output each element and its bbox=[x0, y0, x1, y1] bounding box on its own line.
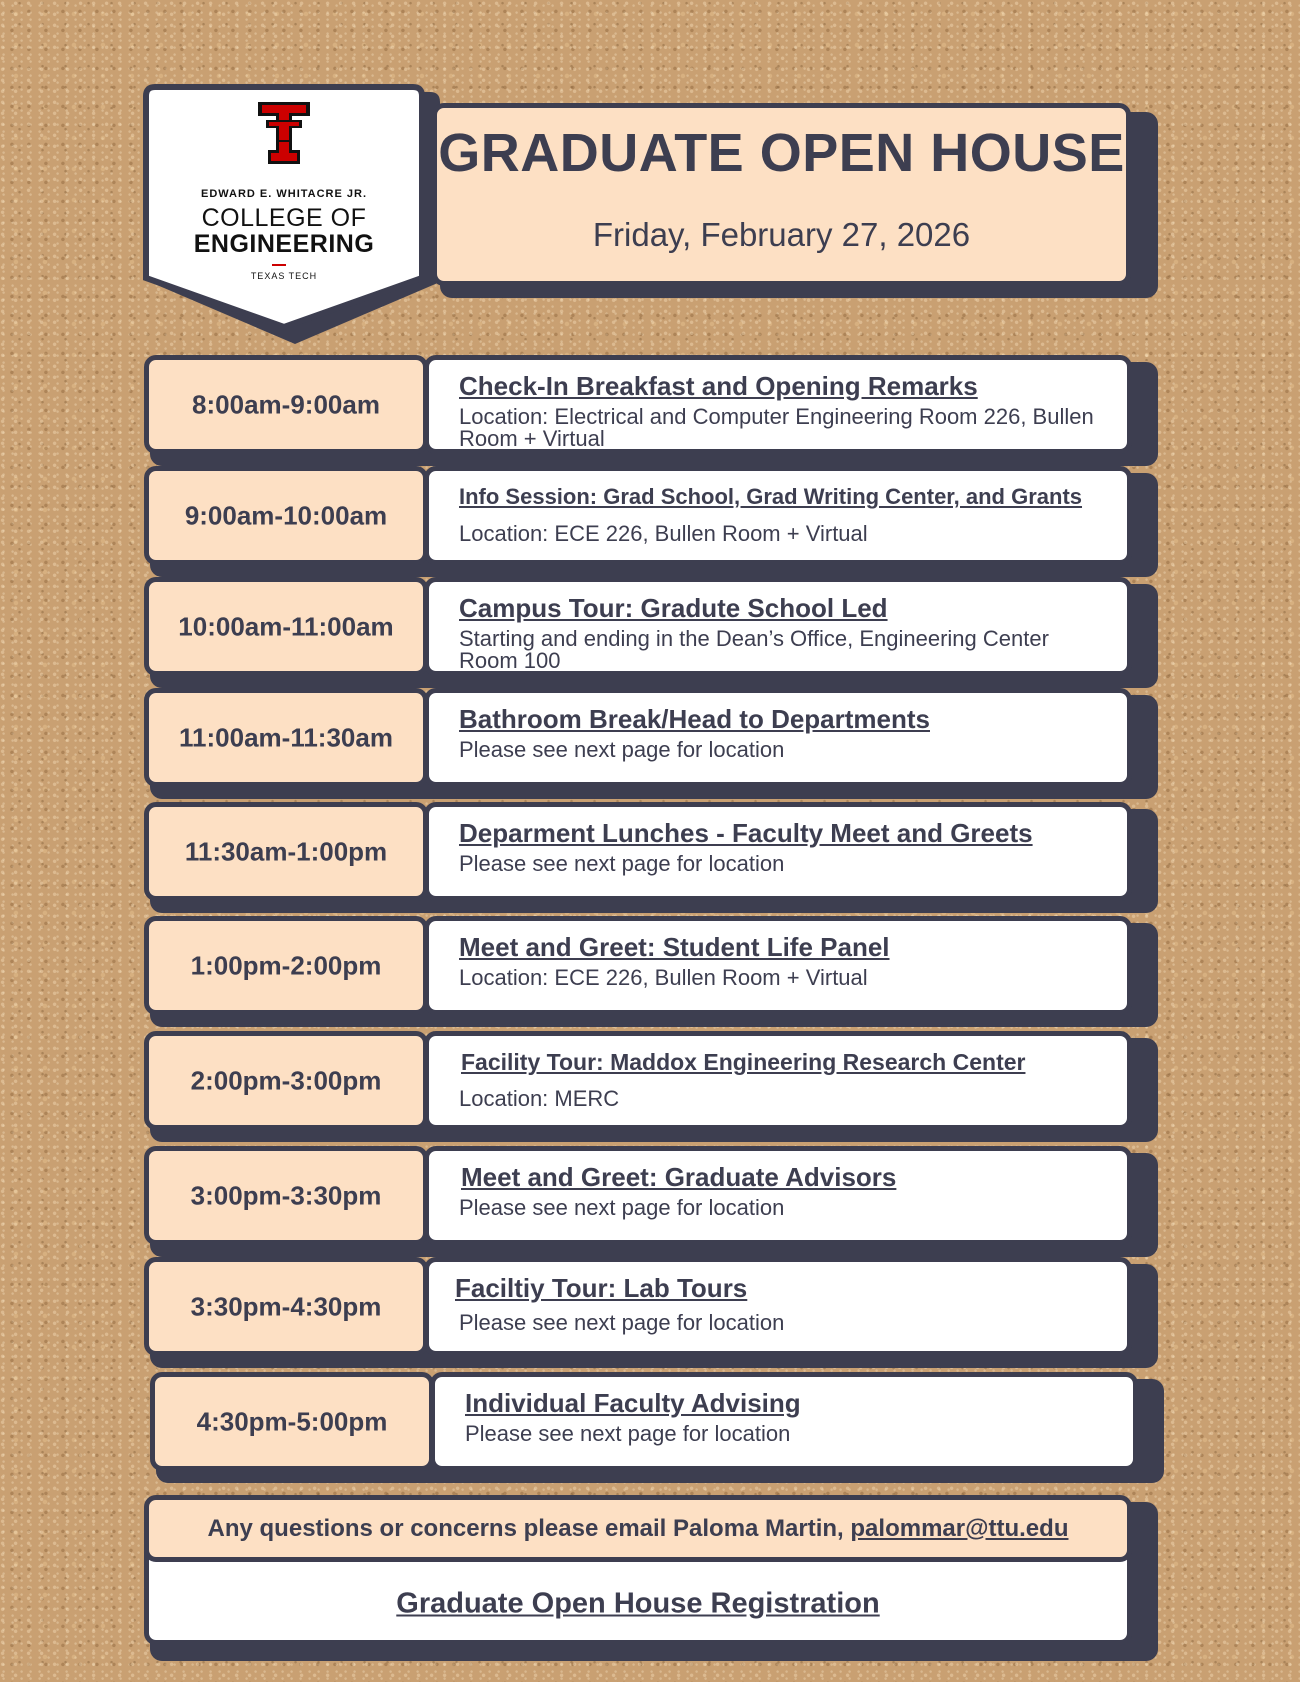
event-title[interactable]: Meet and Greet: Graduate Advisors bbox=[461, 1162, 897, 1192]
time-slot: 9:00am-10:00am bbox=[184, 500, 388, 530]
event-location: Please see next page for location bbox=[459, 851, 785, 876]
event-location: Please see next page for location bbox=[459, 1310, 785, 1335]
time-slot-card bbox=[144, 916, 428, 1015]
time-slot-card bbox=[144, 577, 428, 676]
time-slot-card bbox=[144, 1031, 428, 1130]
event-title[interactable]: Deparment Lunches - Faculty Meet and Greets bbox=[459, 818, 1033, 848]
event-title[interactable]: Facility Tour: Maddox Engineering Research Center bbox=[461, 1049, 1026, 1075]
college-logo[interactable] bbox=[143, 84, 425, 330]
event-location: Please see next page for location bbox=[459, 1195, 785, 1220]
event-title[interactable]: Campus Tour: Gradute School Led bbox=[459, 593, 888, 623]
time-slot: 11:30am-1:00pm bbox=[184, 836, 388, 866]
time-slot: 2:00pm-3:00pm bbox=[190, 1065, 382, 1095]
event-title[interactable]: Individual Faculty Advising bbox=[465, 1388, 801, 1418]
event-location: Starting and ending in the Dean’s Office, Engineering Center Room 100 bbox=[459, 626, 1049, 673]
logo-divider bbox=[272, 264, 286, 266]
time-slot: 1:00pm-2:00pm bbox=[190, 950, 382, 980]
page-title: GRADUATE OPEN HOUSE bbox=[438, 123, 1125, 183]
event-card[interactable] bbox=[424, 1031, 1132, 1130]
event-card[interactable] bbox=[424, 577, 1132, 676]
event-title[interactable]: Faciltiy Tour: Lab Tours bbox=[455, 1273, 748, 1303]
event-card[interactable] bbox=[424, 355, 1132, 454]
time-slot-card bbox=[150, 1372, 434, 1471]
event-card[interactable] bbox=[424, 1257, 1132, 1356]
event-card[interactable] bbox=[424, 802, 1132, 901]
time-slot: 8:00am-9:00am bbox=[192, 389, 380, 419]
event-card[interactable] bbox=[424, 466, 1132, 565]
event-card[interactable] bbox=[424, 688, 1132, 787]
event-title[interactable]: Info Session: Grad School, Grad Writing Center, and Grants bbox=[459, 484, 1083, 509]
time-slot: 10:00am-11:00am bbox=[178, 611, 394, 641]
event-title[interactable]: Check-In Breakfast and Opening Remarks bbox=[459, 371, 978, 401]
contact-card bbox=[144, 1495, 1132, 1562]
event-title[interactable]: Bathroom Break/Head to Departments bbox=[459, 704, 930, 734]
registration-link[interactable]: Graduate Open House Registration bbox=[396, 1587, 880, 1620]
logo-text-texas-tech: TEXAS TECH bbox=[250, 271, 318, 281]
time-slot-card bbox=[144, 466, 428, 565]
logo-text-college-of: COLLEGE OF bbox=[201, 204, 367, 232]
event-card[interactable] bbox=[430, 1372, 1138, 1471]
contact-message: Any questions or concerns please email Paloma Martin, bbox=[207, 1514, 851, 1542]
contact-text bbox=[149, 1515, 1127, 1543]
time-slot: 11:00am-11:30am bbox=[179, 722, 393, 752]
time-slot-card bbox=[144, 1257, 428, 1356]
event-location: Location: Electrical and Computer Engineering Room 226, Bullen Room + Virtual bbox=[459, 404, 1094, 451]
time-slot-card bbox=[144, 1146, 428, 1245]
contact-email-link[interactable]: palommar@ttu.edu bbox=[850, 1514, 1069, 1542]
event-location: Please see next page for location bbox=[465, 1421, 791, 1446]
event-location: Location: MERC bbox=[459, 1086, 620, 1111]
event-card[interactable] bbox=[424, 916, 1132, 1015]
time-slot: 4:30pm-5:00pm bbox=[196, 1406, 388, 1436]
event-title[interactable]: Meet and Greet: Student Life Panel bbox=[459, 932, 890, 962]
event-date: Friday, February 27, 2026 bbox=[592, 216, 971, 253]
title-card bbox=[432, 103, 1131, 286]
time-slot: 3:30pm-4:30pm bbox=[190, 1291, 382, 1321]
event-location: Location: ECE 226, Bullen Room + Virtual bbox=[459, 521, 868, 546]
event-location: Please see next page for location bbox=[459, 737, 785, 762]
time-slot: 3:00pm-3:30pm bbox=[190, 1180, 382, 1210]
logo-text-whitacre: EDWARD E. WHITACRE JR. bbox=[200, 188, 368, 200]
double-t-icon bbox=[256, 100, 312, 166]
event-location: Location: ECE 226, Bullen Room + Virtual bbox=[459, 965, 868, 990]
logo-text-engineering: ENGINEERING bbox=[193, 230, 375, 258]
time-slot-card bbox=[144, 688, 428, 787]
time-slot-card bbox=[144, 802, 428, 901]
time-slot-card bbox=[144, 355, 428, 454]
event-card[interactable] bbox=[424, 1146, 1132, 1245]
